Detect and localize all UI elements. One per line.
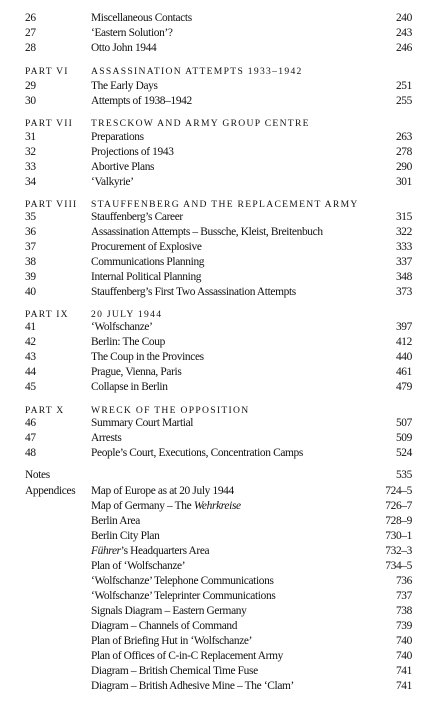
toc-row — [0, 26, 444, 41]
page-number: 741 — [395, 665, 412, 677]
page-number: 322 — [395, 226, 412, 238]
toc-row — [0, 634, 444, 649]
appendix-title: Map of Europe as at 20 July 1944 — [91, 485, 234, 497]
chapter-number: 48 — [25, 447, 36, 459]
part-heading — [0, 64, 444, 79]
chapter-number: 41 — [25, 321, 36, 333]
page-number: 255 — [395, 95, 412, 107]
toc-row-appendices — [0, 484, 444, 499]
appendix-title — [91, 544, 209, 559]
page-number: 507 — [395, 417, 412, 429]
chapter-title: The Coup in the Provinces — [91, 351, 204, 363]
toc-row — [0, 320, 444, 335]
part-title: 20 JULY 1944 — [91, 309, 163, 320]
appendix-title: Plan of Briefing Hut in ‘Wolfschanze’ — [91, 635, 253, 647]
chapter-number: 35 — [25, 211, 36, 223]
part-title: WRECK OF THE OPPOSITION — [91, 405, 250, 416]
page-number: 337 — [395, 256, 412, 268]
toc-row — [0, 559, 444, 574]
part-number: PART VII — [25, 118, 74, 129]
part-heading — [0, 116, 444, 131]
toc-row — [0, 446, 444, 461]
page-number: 728–9 — [385, 515, 412, 527]
chapter-title: Arrests — [91, 432, 122, 444]
page-number: 730–1 — [385, 530, 412, 542]
chapter-number: 33 — [25, 161, 36, 173]
appendix-title: Plan of ‘Wolfschanze’ — [91, 560, 186, 572]
toc-row — [0, 350, 444, 365]
page-number: 333 — [395, 241, 412, 253]
appendix-title: Diagram – British Chemical Time Fuse — [91, 665, 258, 677]
chapter-title: Attempts of 1938–1942 — [91, 95, 192, 107]
page-number: 315 — [395, 211, 412, 223]
chapter-number: 42 — [25, 336, 36, 348]
chapter-title: Projections of 1943 — [91, 146, 174, 158]
toc-row — [0, 416, 444, 431]
chapter-title: Procurement of Explosive — [91, 241, 202, 253]
part-number: PART VIII — [25, 199, 78, 210]
appendix-title: Plan of Offices of C-in-C Replacement Army — [91, 650, 283, 662]
toc-row — [0, 240, 444, 255]
page-number: 461 — [395, 366, 412, 378]
page-number: 412 — [395, 336, 412, 348]
chapter-number: 34 — [25, 176, 36, 188]
chapter-title: Berlin: The Coup — [91, 336, 165, 348]
chapter-number: 44 — [25, 366, 36, 378]
page-number: 737 — [395, 590, 412, 602]
appendix-title: ‘Wolfschanze’ Telephone Communications — [91, 575, 274, 587]
toc-row-notes — [0, 468, 444, 483]
chapter-title: Collapse in Berlin — [91, 381, 168, 393]
chapter-title: Stauffenberg’s Career — [91, 211, 183, 223]
appendix-title: Diagram – Channels of Command — [91, 620, 238, 632]
chapter-number: 30 — [25, 95, 36, 107]
chapter-title: The Early Days — [91, 80, 158, 92]
chapter-number: 26 — [25, 12, 36, 24]
appendix-title-text: Map of Germany – The — [91, 500, 194, 512]
chapter-title: ‘Wolfschanze’ — [91, 321, 153, 333]
page-number: 736 — [395, 575, 412, 587]
page-number: 301 — [395, 176, 412, 188]
notes-label: Notes — [25, 469, 50, 481]
chapter-number: 27 — [25, 27, 36, 39]
appendices-label: Appendices — [25, 485, 76, 497]
chapter-number: 39 — [25, 271, 36, 283]
toc-row — [0, 365, 444, 380]
toc-row — [0, 130, 444, 145]
toc-row — [0, 544, 444, 559]
toc-row — [0, 499, 444, 514]
page-number: 397 — [395, 321, 412, 333]
toc-row — [0, 380, 444, 395]
chapter-title: Assassination Attempts – Bussche, Kleist, Breitenbuch — [91, 226, 323, 238]
chapter-number: 29 — [25, 80, 36, 92]
toc-row — [0, 11, 444, 26]
page-number: 243 — [395, 27, 412, 39]
chapter-number: 31 — [25, 131, 36, 143]
toc-row — [0, 255, 444, 270]
chapter-title: Prague, Vienna, Paris — [91, 366, 182, 378]
toc-row — [0, 270, 444, 285]
appendix-title: Berlin City Plan — [91, 530, 160, 542]
chapter-number: 32 — [25, 146, 36, 158]
toc-row — [0, 285, 444, 300]
page-number: 740 — [395, 635, 412, 647]
page-number: 740 — [395, 650, 412, 662]
page-number: 738 — [395, 605, 412, 617]
page-number: 278 — [395, 146, 412, 158]
page-number: 734–5 — [385, 560, 412, 572]
appendix-title-italic: Führer — [91, 545, 121, 557]
chapter-title: Internal Political Planning — [91, 271, 202, 283]
chapter-number: 45 — [25, 381, 36, 393]
appendix-title — [91, 499, 241, 514]
page-number: 524 — [395, 447, 412, 459]
page-number: 373 — [395, 286, 412, 298]
page-number: 509 — [395, 432, 412, 444]
toc-row — [0, 431, 444, 446]
page-number: 535 — [395, 469, 412, 481]
toc-row — [0, 589, 444, 604]
toc-row — [0, 94, 444, 109]
page-number: 732–3 — [385, 545, 412, 557]
chapter-title: ‘Eastern Solution’? — [91, 27, 173, 39]
chapter-title: Communications Planning — [91, 256, 205, 268]
chapter-title: Preparations — [91, 131, 144, 143]
page-number: 739 — [395, 620, 412, 632]
chapter-number: 36 — [25, 226, 36, 238]
part-title: ASSASSINATION ATTEMPTS 1933–1942 — [91, 66, 303, 77]
page-number: 726–7 — [385, 500, 412, 512]
part-title: TRESCKOW AND ARMY GROUP CENTRE — [91, 118, 310, 129]
appendix-title: ‘Wolfschanze’ Teleprinter Communications — [91, 590, 276, 602]
part-number: PART VI — [25, 66, 69, 77]
chapter-title: Abortive Plans — [91, 161, 155, 173]
appendix-title: Diagram – British Adhesive Mine – The ‘Clam’ — [91, 680, 294, 692]
toc-row — [0, 619, 444, 634]
page-number: 440 — [395, 351, 412, 363]
chapter-number: 46 — [25, 417, 36, 429]
chapter-number: 28 — [25, 42, 36, 54]
appendix-title: Signals Diagram – Eastern Germany — [91, 605, 247, 617]
chapter-title: People’s Court, Executions, Concentration Camps — [91, 447, 303, 459]
chapter-number: 38 — [25, 256, 36, 268]
chapter-number: 47 — [25, 432, 36, 444]
toc-row — [0, 514, 444, 529]
toc-row — [0, 210, 444, 225]
toc-row — [0, 145, 444, 160]
chapter-number: 43 — [25, 351, 36, 363]
chapter-title: Stauffenberg’s First Two Assassination Attempts — [91, 286, 296, 298]
toc-row — [0, 160, 444, 175]
toc-row — [0, 41, 444, 56]
chapter-title: Miscellaneous Contacts — [91, 12, 192, 24]
appendix-title-italic: Wehrkreise — [193, 500, 241, 512]
page-number: 263 — [395, 131, 412, 143]
page-number: 348 — [395, 271, 412, 283]
part-title: STAUFFENBERG AND THE REPLACEMENT ARMY — [91, 199, 359, 210]
page-number: 724–5 — [385, 485, 412, 497]
part-number: PART IX — [25, 309, 69, 320]
toc-row — [0, 664, 444, 679]
appendix-title-text: ’s Headquarters Area — [120, 545, 210, 557]
toc-row — [0, 574, 444, 589]
page-number: 479 — [395, 381, 412, 393]
chapter-title: ‘Valkyrie’ — [91, 176, 134, 188]
toc-row — [0, 175, 444, 190]
appendix-title: Berlin Area — [91, 515, 140, 527]
page-number: 240 — [395, 12, 412, 24]
toc-row — [0, 604, 444, 619]
toc-row — [0, 225, 444, 240]
toc-row — [0, 335, 444, 350]
chapter-number: 40 — [25, 286, 36, 298]
chapter-number: 37 — [25, 241, 36, 253]
toc-row — [0, 529, 444, 544]
part-number: PART X — [25, 405, 65, 416]
chapter-title: Otto John 1944 — [91, 42, 157, 54]
page-number: 251 — [395, 80, 412, 92]
toc-row — [0, 649, 444, 664]
page-number: 290 — [395, 161, 412, 173]
toc-row — [0, 79, 444, 94]
page-number: 741 — [395, 680, 412, 692]
chapter-title: Summary Court Martial — [91, 417, 194, 429]
toc-row — [0, 679, 444, 694]
page-number: 246 — [395, 42, 412, 54]
